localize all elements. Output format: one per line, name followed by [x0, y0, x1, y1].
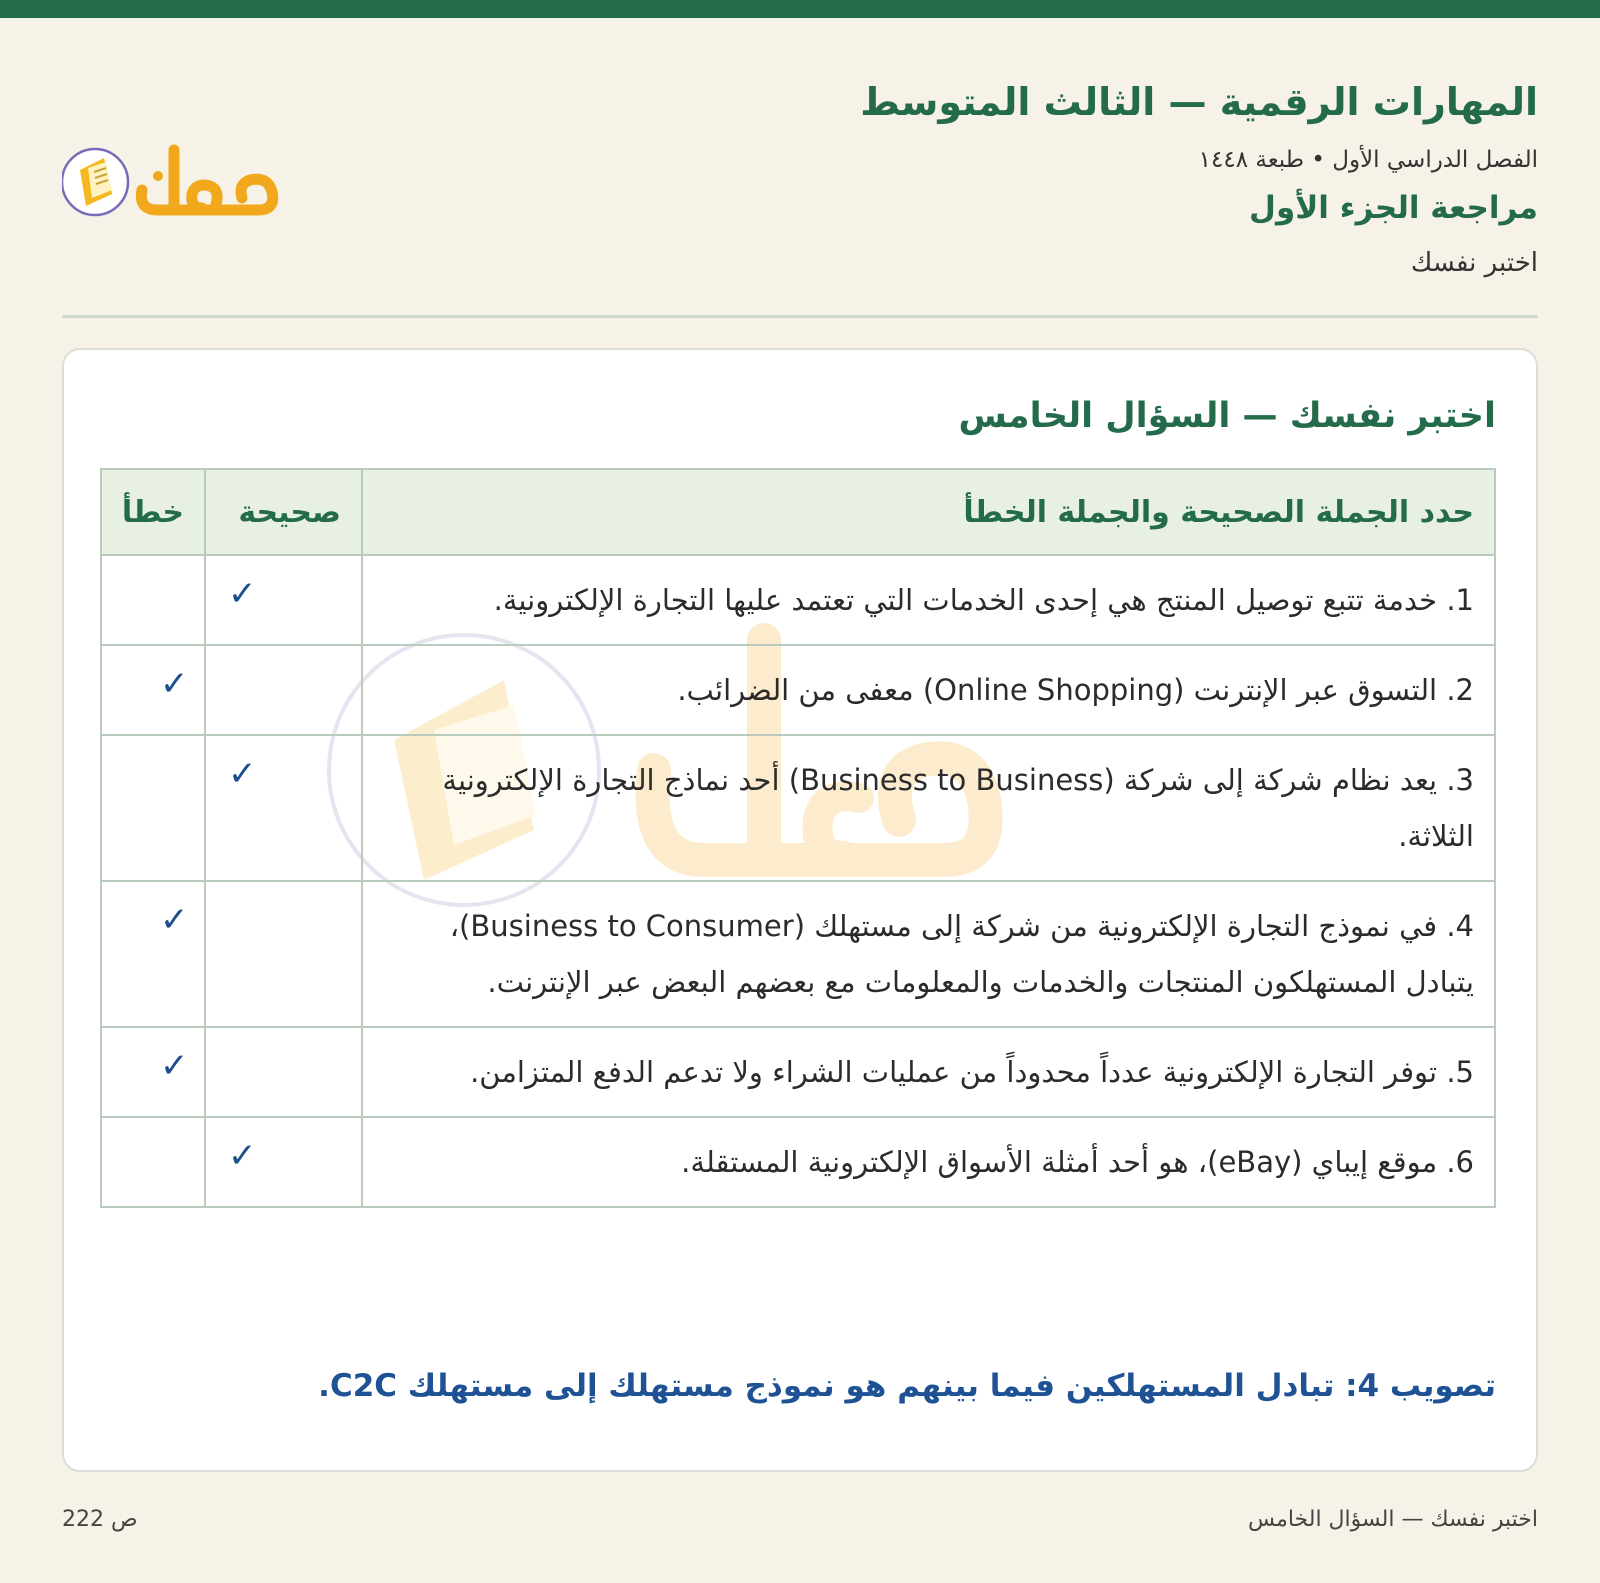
book-circle-logo-icon: [62, 132, 282, 232]
page-subtitle: الفصل الدراسي الأول • طبعة ١٤٤٨: [1198, 147, 1538, 173]
table-row: [101, 1117, 1495, 1207]
correct-cell: [205, 1027, 362, 1117]
statement-cell: 5. توفر التجارة الإلكترونية عدداً محدوداً من عمليات الشراء ولا تدعم الدفع المتزامن.: [362, 1027, 1495, 1117]
page-title: المهارات الرقمية — الثالث المتوسط: [860, 80, 1538, 124]
correct-cell: [205, 1117, 362, 1207]
statement-cell: 1. خدمة تتبع توصيل المنتج هي إحدى الخدمات التي تعتمد عليها التجارة الإلكترونية.: [362, 555, 1495, 645]
wrong-cell: [101, 1027, 205, 1117]
wrong-cell: [101, 881, 205, 1027]
statement-cell: 3. يعد نظام شركة إلى شركة (Business to Business) أحد نماذج التجارة الإلكترونية الثلاثة.: [362, 735, 1495, 881]
wrong-cell: [101, 555, 205, 645]
correction-note: تصويب 4: تبادل المستهلكين فيما بينهم هو نموذج مستهلك إلى مستهلك C2C.: [318, 1368, 1496, 1404]
wrong-cell: [101, 1117, 205, 1207]
correct-cell: [205, 555, 362, 645]
table-row: [101, 555, 1495, 645]
correct-cell: [205, 881, 362, 1027]
table-row: [101, 645, 1495, 735]
check-icon: ✓: [160, 1046, 189, 1086]
question-title: اختبر نفسك — السؤال الخامس: [958, 396, 1496, 436]
statement-cell: 2. التسوق عبر الإنترنت (Online Shopping) معفى من الضرائب.: [362, 645, 1495, 735]
header-divider: [62, 315, 1538, 318]
page-number: ص 222: [62, 1507, 138, 1532]
table-row: [101, 881, 1495, 1027]
true-false-table: [100, 468, 1496, 1208]
statement-cell: 4. في نموذج التجارة الإلكترونية من شركة إلى مستهلك (Business to Consumer)، يتبادل المستهلكون المنتجات والخدمات والمعلومات مع بعضهم البعض عبر الإنترنت.: [362, 881, 1495, 1027]
check-icon: ✓: [160, 900, 189, 940]
header-statement: حدد الجملة الصحيحة والجملة الخطأ: [362, 469, 1495, 555]
check-icon: ✓: [228, 574, 257, 614]
check-icon: ✓: [160, 664, 189, 704]
subsection-title: اختبر نفسك: [1410, 248, 1538, 278]
page-header: [62, 72, 1538, 322]
top-accent-bar: [0, 0, 1600, 18]
table-row: [101, 735, 1495, 881]
section-title: مراجعة الجزء الأول: [1249, 190, 1538, 226]
footer-section-label: اختبر نفسك — السؤال الخامس: [1248, 1507, 1538, 1532]
check-icon: ✓: [228, 754, 257, 794]
correct-cell: [205, 735, 362, 881]
wrong-cell: [101, 735, 205, 881]
question-card: [62, 348, 1538, 1472]
header-correct: صحيحة: [205, 469, 362, 555]
wrong-cell: [101, 645, 205, 735]
table-header-row: [101, 469, 1495, 555]
header-wrong: خطأ: [101, 469, 205, 555]
correct-cell: [205, 645, 362, 735]
table-row: [101, 1027, 1495, 1117]
statement-cell: 6. موقع إيباي (eBay)، هو أحد أمثلة الأسواق الإلكترونية المستقلة.: [362, 1117, 1495, 1207]
check-icon: ✓: [228, 1136, 257, 1176]
